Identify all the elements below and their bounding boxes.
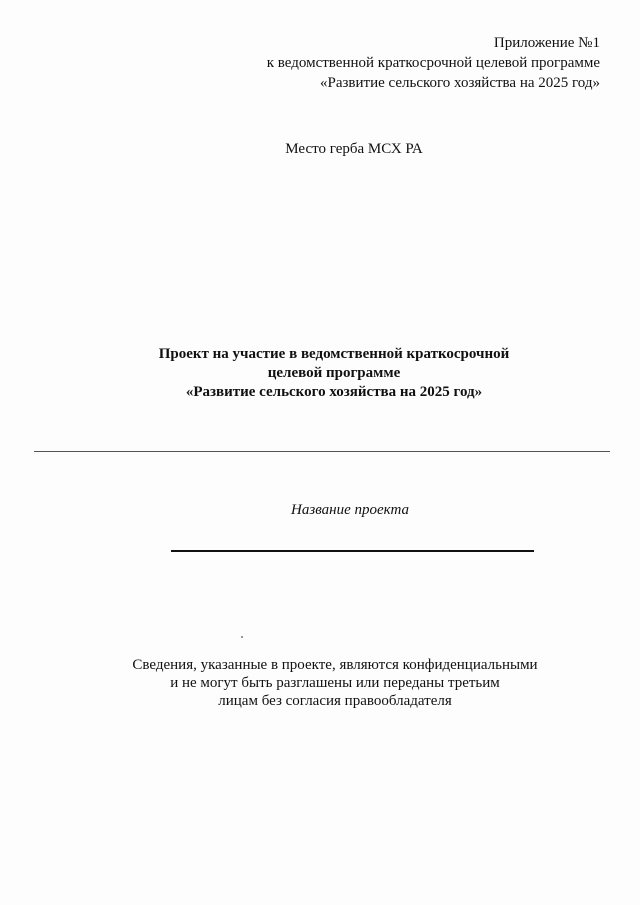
section-divider <box>34 451 610 452</box>
project-name-underline <box>171 550 534 552</box>
appendix-line: к ведомственной краткосрочной целевой программе <box>266 55 600 71</box>
project-title-line: Проект на участие в ведомственной краткосрочной <box>158 346 510 362</box>
appendix-line: «Развитие сельского хозяйства на 2025 год» <box>319 75 600 91</box>
scan-speck <box>241 636 243 638</box>
project-title <box>0 345 640 402</box>
notice-line: лицам без согласия правообладателя <box>218 693 452 709</box>
project-title-line: «Развитие сельского хозяйства на 2025 год» <box>185 384 483 400</box>
project-name-label: Название проекта <box>291 502 409 518</box>
emblem-placeholder: Место герба МСХ РА <box>285 141 423 157</box>
notice-line: Сведения, указанные в проекте, являются конфиденциальными <box>132 657 538 673</box>
appendix-line: Приложение №1 <box>493 35 600 51</box>
confidentiality-notice <box>0 656 640 710</box>
notice-line: и не могут быть разглашены или переданы третьим <box>170 675 500 691</box>
project-title-line: целевой программе <box>267 365 401 381</box>
appendix-header <box>267 33 600 93</box>
